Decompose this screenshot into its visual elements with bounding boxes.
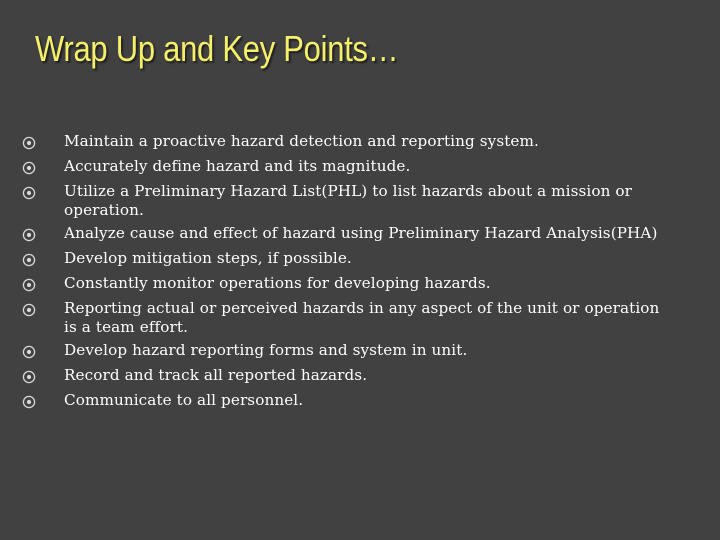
bullet-text: Analyze cause and effect of hazard using Preliminary Hazard Analysis(PHA) [64,224,658,242]
circled-dot-icon [22,275,64,295]
bullet-text: Accurately define hazard and its magnitude. [64,157,411,175]
circled-dot-icon [22,300,64,320]
list-item [22,274,672,295]
list-item [22,224,672,245]
circled-dot-icon [22,225,64,245]
bullet-text: Utilize a Preliminary Hazard List(PHL) to list hazards about a mission or operation. [64,182,633,219]
bullet-list [22,132,672,412]
bullet-text: Reporting actual or perceived hazards in any aspect of the unit or operation is a team effort. [64,299,660,336]
bullet-text: Constantly monitor operations for developing hazards. [64,274,491,292]
list-item [22,299,672,337]
bullet-text: Communicate to all personnel. [64,391,304,409]
list-item [22,341,672,362]
bullet-text: Develop mitigation steps, if possible. [64,249,352,267]
list-item [22,157,672,178]
list-item [22,391,672,412]
bullet-text: Record and track all reported hazards. [64,366,368,384]
bullet-text: Maintain a proactive hazard detection and reporting system. [64,132,539,150]
list-item [22,366,672,387]
circled-dot-icon [22,183,64,203]
circled-dot-icon [22,250,64,270]
circled-dot-icon [22,133,64,153]
list-item [22,249,672,270]
slide-title: Wrap Up and Key Points… [35,28,399,69]
circled-dot-icon [22,158,64,178]
circled-dot-icon [22,342,64,362]
circled-dot-icon [22,367,64,387]
list-item [22,132,672,153]
list-item [22,182,672,220]
bullet-text: Develop hazard reporting forms and system in unit. [64,341,468,359]
circled-dot-icon [22,392,64,412]
